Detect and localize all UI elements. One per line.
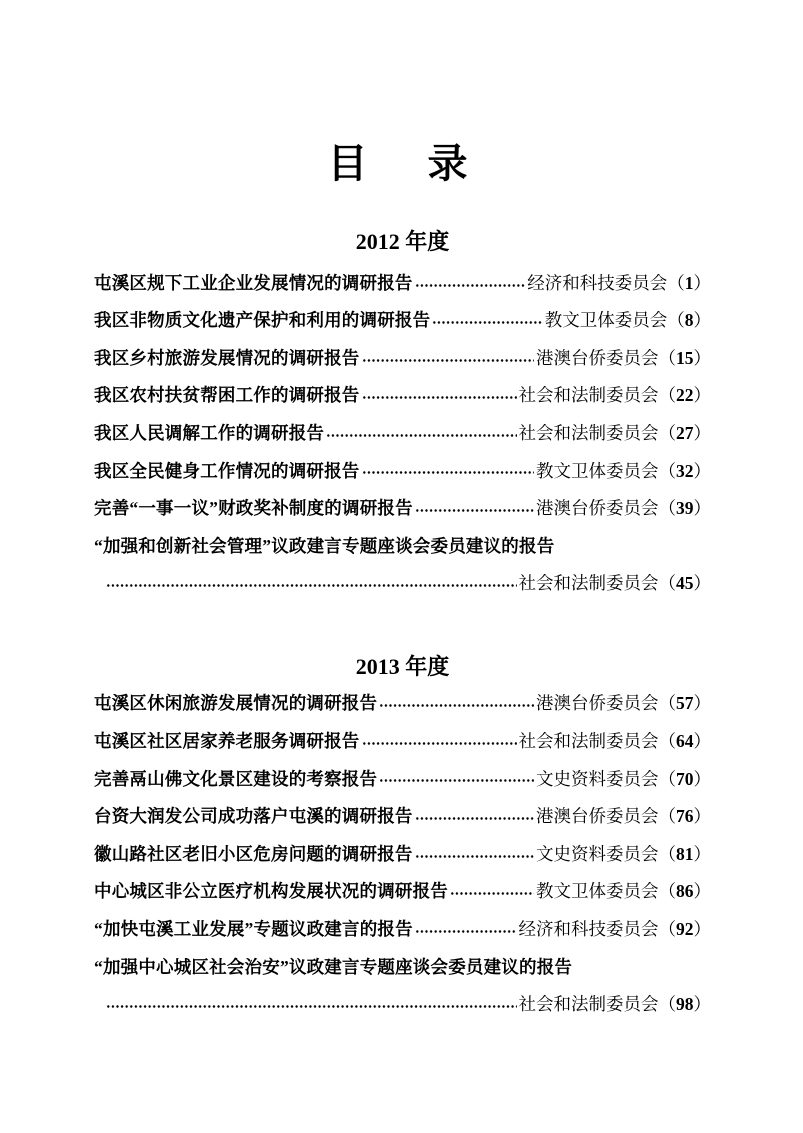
page-number: 22 [676, 385, 694, 406]
paren-close: ） [693, 423, 711, 444]
entry-title: “加强和创新社会管理”议政建言专题座谈会委员建议的报告 [94, 535, 555, 556]
paren-open: （ [667, 272, 685, 293]
committee-name: 社会和法制委员会 [518, 573, 659, 594]
dot-leader [450, 872, 534, 910]
toc-entry [94, 414, 711, 452]
entry-ref [536, 766, 711, 791]
section-heading-2013: 2013 年度 [355, 653, 450, 679]
section-heading-2012: 2012 年度 [355, 229, 450, 254]
dot-leader [362, 451, 535, 489]
entry-title: 中心城区非公立医疗机构发展状况的调研报告 [94, 881, 448, 902]
entry-ref [519, 420, 712, 445]
dot-leader [326, 414, 516, 452]
toc-list-2012 [94, 263, 711, 601]
committee-name: 文史资料委员会 [536, 768, 659, 789]
committee-name: 社会和法制委员会 [518, 731, 659, 752]
toc-entry [94, 684, 711, 722]
toc-entry [94, 835, 711, 873]
entry-title: 屯溪区社区居家养老服务调研报告 [94, 731, 360, 752]
entry-title: 完善鬲山佛文化景区建设的考察报告 [94, 768, 378, 789]
entry-ref [536, 878, 711, 903]
entry-ref [519, 991, 712, 1016]
entry-ref [527, 270, 711, 295]
paren-close: ） [693, 843, 711, 864]
entry-ref [519, 728, 712, 753]
page-number: 27 [676, 423, 694, 444]
page-number: 76 [676, 806, 694, 827]
entry-title: 完善“一事一议”财政奖补制度的调研报告 [94, 498, 413, 519]
paren-close: ） [693, 310, 711, 331]
paren-open: （ [658, 731, 676, 752]
dot-leader [106, 985, 517, 1023]
toc-entry [94, 797, 711, 835]
entry-ref [536, 690, 711, 715]
page-number: 32 [676, 460, 694, 481]
paren-close: ） [693, 881, 711, 902]
page-number: 1 [684, 272, 694, 293]
paren-open: （ [658, 498, 676, 519]
dot-leader [379, 759, 534, 797]
toc-entry [94, 376, 711, 414]
section-2012 [94, 229, 711, 602]
toc-entry [94, 339, 711, 377]
toc-entry-wrapped-title [94, 947, 711, 985]
committee-name: 经济和科技委员会 [527, 272, 668, 293]
committee-name: 教文卫体委员会 [536, 881, 659, 902]
paren-open: （ [658, 423, 676, 444]
dot-leader [415, 835, 534, 873]
toc-entry [94, 451, 711, 489]
committee-name: 港澳台侨委员会 [536, 693, 659, 714]
entry-title: 屯溪区休闲旅游发展情况的调研报告 [94, 693, 378, 714]
paren-open: （ [667, 310, 685, 331]
paren-close: ） [693, 498, 711, 519]
paren-close: ） [693, 918, 711, 939]
paren-open: （ [658, 843, 676, 864]
committee-name: 经济和科技委员会 [518, 918, 659, 939]
entry-ref [545, 307, 711, 332]
entry-ref [519, 382, 712, 407]
paren-open: （ [658, 881, 676, 902]
entry-ref [536, 841, 711, 866]
page-number: 70 [676, 768, 694, 789]
committee-name: 港澳台侨委员会 [536, 347, 659, 368]
section-2013 [94, 654, 711, 1023]
toc-entry [94, 872, 711, 910]
entry-ref [536, 803, 711, 828]
page-number: 15 [676, 347, 694, 368]
paren-open: （ [658, 768, 676, 789]
entry-title: “加强中心城区社会治安”议政建言专题座谈会委员建议的报告 [94, 956, 573, 977]
toc-entry [94, 722, 711, 760]
entry-title: 我区全民健身工作情况的调研报告 [94, 460, 360, 481]
paren-open: （ [658, 806, 676, 827]
toc-entry [94, 910, 711, 948]
dot-leader [415, 489, 534, 527]
committee-name: 文史资料委员会 [536, 843, 659, 864]
toc-entry [94, 489, 711, 527]
dot-leader [432, 301, 542, 339]
dot-leader [362, 339, 535, 377]
paren-open: （ [658, 573, 676, 594]
entry-title: 徽山路社区老旧小区危房问题的调研报告 [94, 843, 413, 864]
toc-entry-wrapped-ref [94, 564, 711, 602]
toc-entry [94, 301, 711, 339]
entry-title: 我区乡村旅游发展情况的调研报告 [94, 347, 360, 368]
paren-close: ） [693, 806, 711, 827]
paren-close: ） [693, 768, 711, 789]
paren-close: ） [693, 385, 711, 406]
entry-ref [536, 495, 711, 520]
dot-leader [415, 263, 526, 301]
entry-title: “加快屯溪工业发展”专题议政建言的报告 [94, 918, 413, 939]
entry-ref [536, 458, 711, 483]
entry-ref [536, 345, 711, 370]
dot-leader [415, 910, 517, 948]
entry-title: 我区人民调解工作的调研报告 [94, 423, 325, 444]
entry-title: 我区非物质文化遗产保护和利用的调研报告 [94, 310, 431, 331]
entry-ref [519, 570, 712, 595]
paren-open: （ [658, 385, 676, 406]
paren-close: ） [693, 573, 711, 594]
committee-name: 教文卫体委员会 [536, 460, 659, 481]
paren-close: ） [693, 272, 711, 293]
paren-open: （ [658, 347, 676, 368]
toc-list-2013 [94, 684, 711, 1022]
page-number: 45 [676, 573, 694, 594]
page-number: 39 [676, 498, 694, 519]
paren-open: （ [658, 460, 676, 481]
paren-open: （ [658, 693, 676, 714]
page-number: 8 [684, 310, 694, 331]
paren-open: （ [658, 994, 676, 1015]
toc-entry [94, 263, 711, 301]
page-number: 86 [676, 881, 694, 902]
dot-leader [106, 564, 517, 602]
page-title: 目 录 [327, 141, 478, 186]
dot-leader [379, 684, 534, 722]
entry-title: 台资大润发公司成功落户屯溪的调研报告 [94, 806, 413, 827]
paren-close: ） [693, 460, 711, 481]
entry-ref [519, 916, 712, 941]
dot-leader [415, 797, 534, 835]
toc-entry-wrapped-title [94, 527, 711, 565]
paren-close: ） [693, 994, 711, 1015]
page-number: 57 [676, 693, 694, 714]
paren-close: ） [693, 731, 711, 752]
committee-name: 教文卫体委员会 [544, 310, 668, 331]
toc-entry-wrapped-ref [94, 985, 711, 1023]
committee-name: 社会和法制委员会 [518, 385, 659, 406]
paren-close: ） [693, 347, 711, 368]
paren-open: （ [658, 918, 676, 939]
committee-name: 社会和法制委员会 [518, 423, 659, 444]
committee-name: 港澳台侨委员会 [536, 498, 659, 519]
paren-close: ） [693, 693, 711, 714]
entry-title: 屯溪区规下工业企业发展情况的调研报告 [94, 272, 413, 293]
page-number: 98 [676, 994, 694, 1015]
toc-entry [94, 759, 711, 797]
page-number: 92 [676, 918, 694, 939]
committee-name: 港澳台侨委员会 [536, 806, 659, 827]
page-number: 64 [676, 731, 694, 752]
committee-name: 社会和法制委员会 [518, 994, 659, 1015]
page-number: 81 [676, 843, 694, 864]
dot-leader [362, 376, 517, 414]
dot-leader [362, 722, 517, 760]
entry-title: 我区农村扶贫帮困工作的调研报告 [94, 385, 360, 406]
